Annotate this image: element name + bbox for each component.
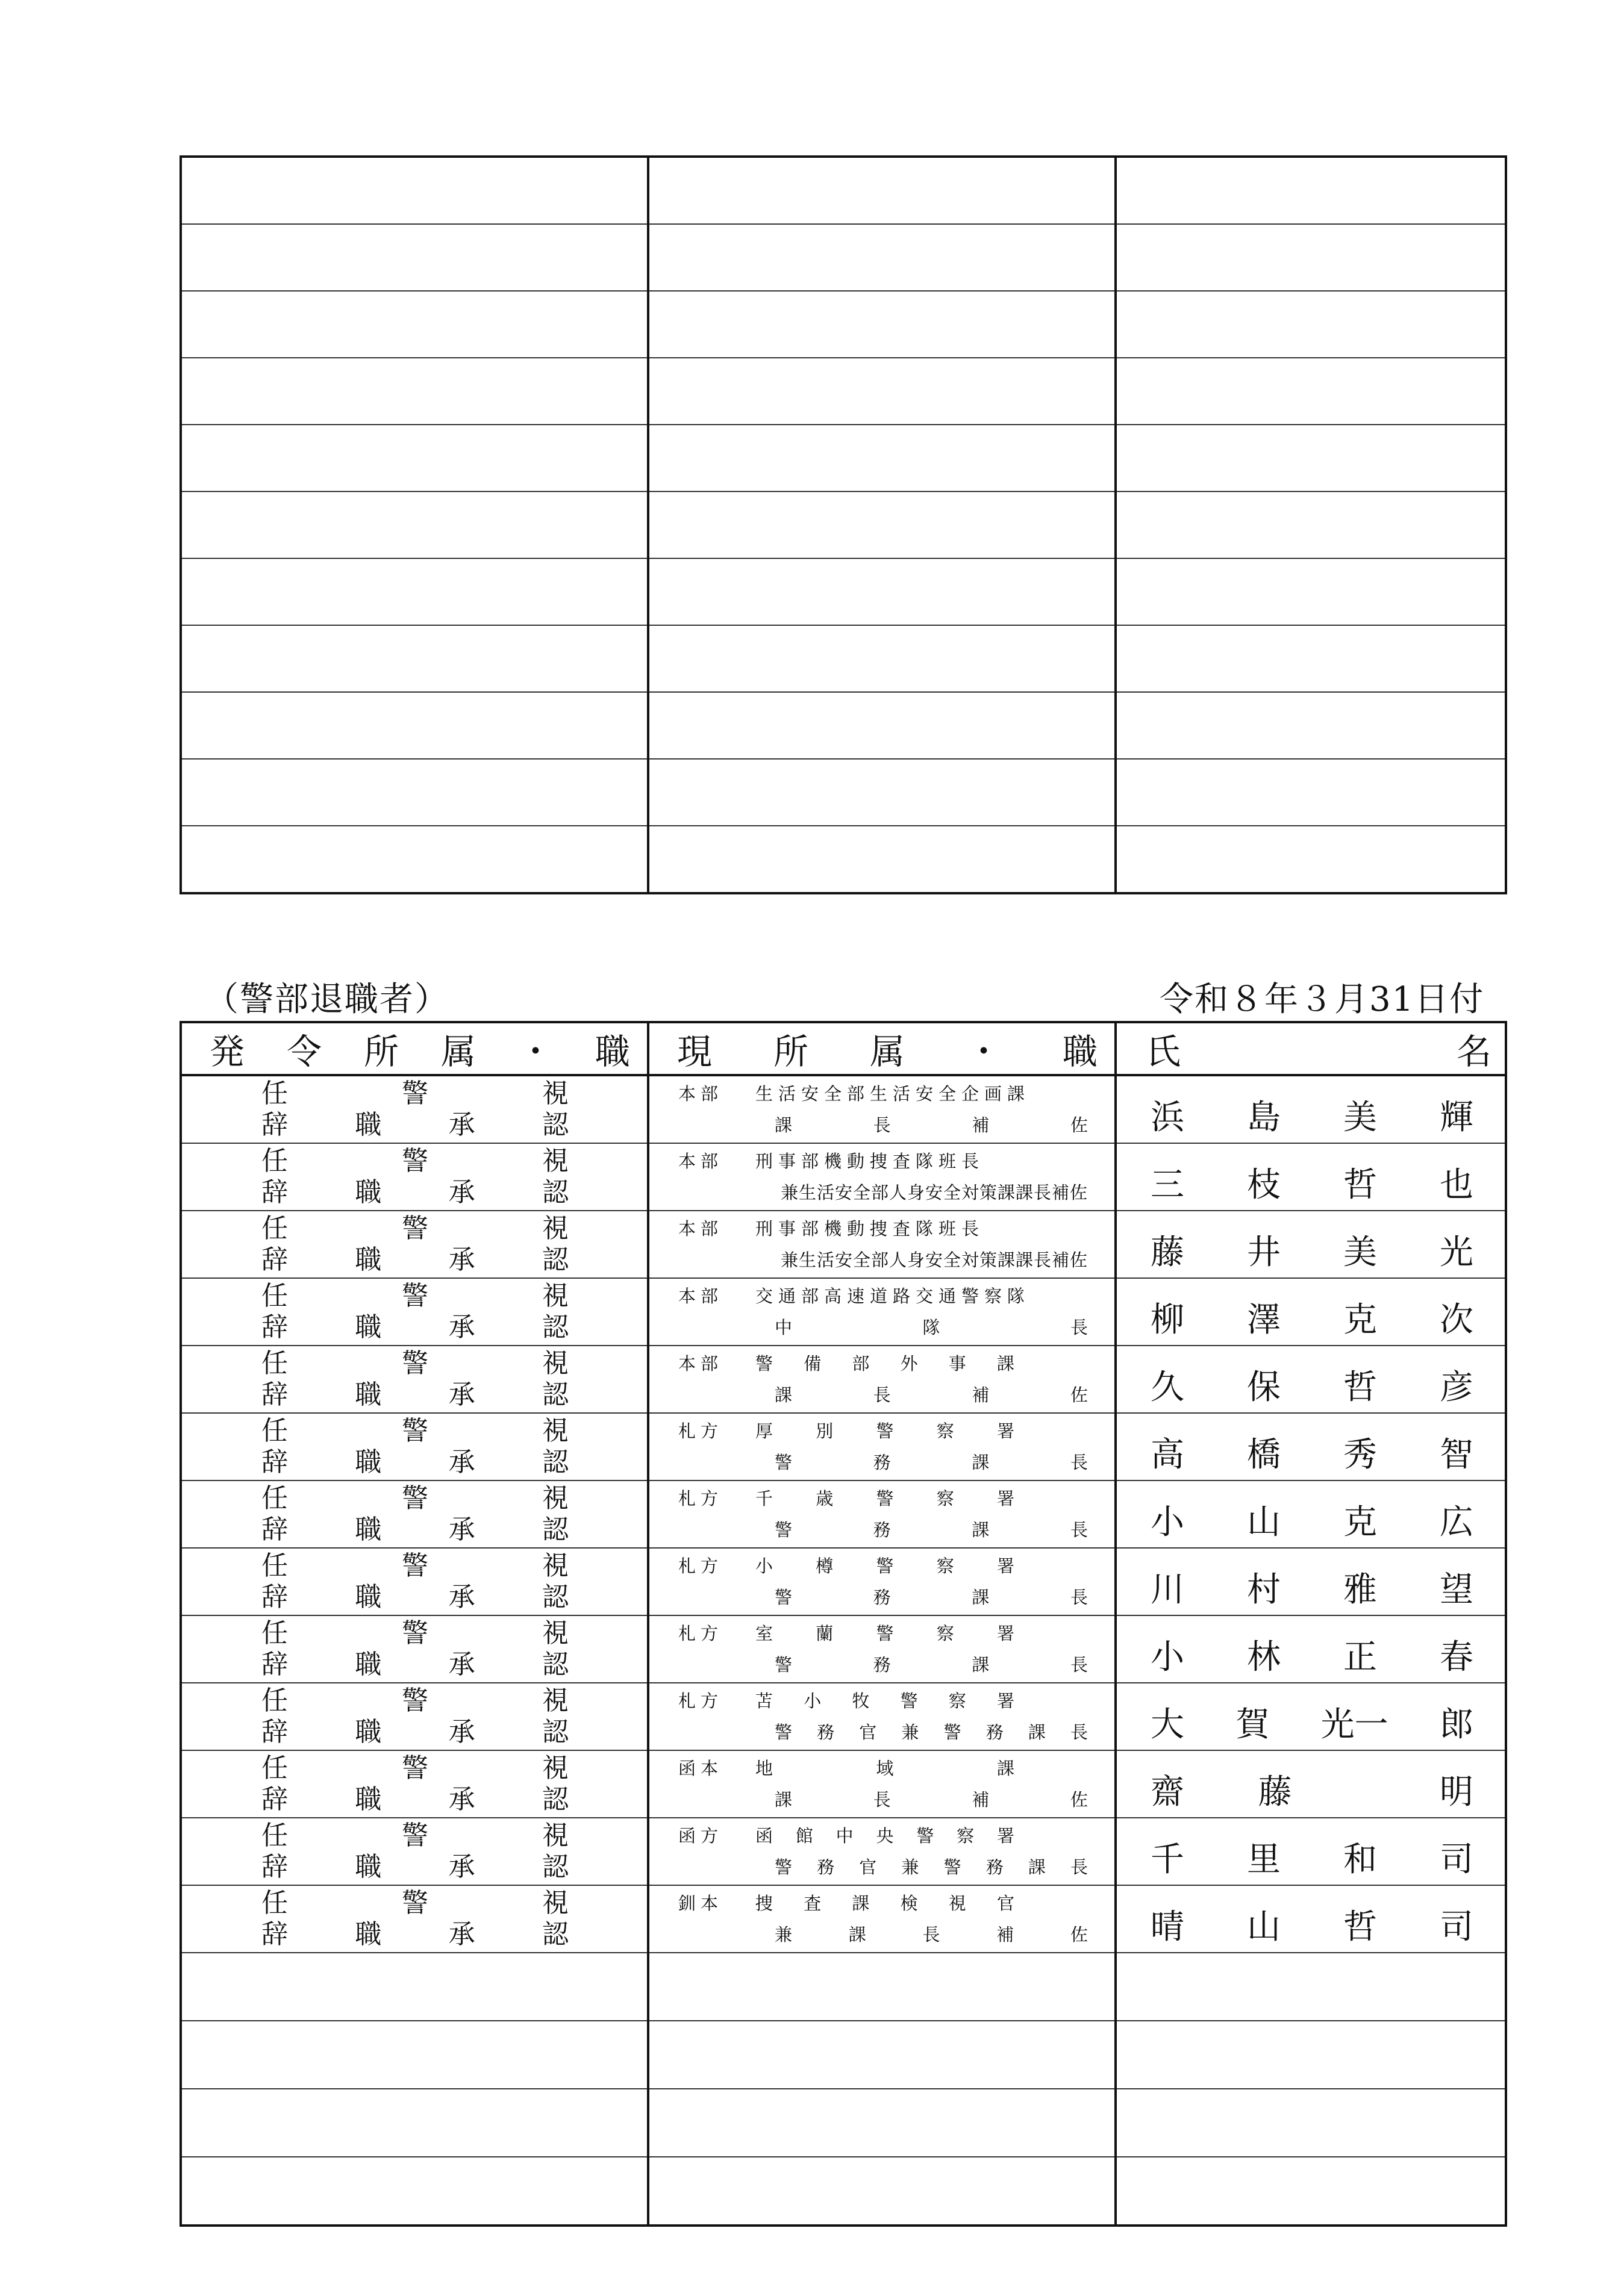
name-cell bbox=[1116, 1750, 1506, 1818]
post-title: 捜 査 課 検 視 官 bbox=[755, 1893, 1014, 1914]
table-row bbox=[181, 1143, 1506, 1211]
order-cell: 任 警 視 辞 職 承 認 bbox=[181, 1075, 648, 1143]
post-title: 交通部高速道路交通警察隊 bbox=[755, 1286, 1031, 1306]
empty-cell bbox=[648, 2089, 1116, 2157]
empty-row bbox=[181, 692, 1506, 759]
empty-cell bbox=[648, 157, 1116, 224]
org-code: 釧本 bbox=[678, 1893, 723, 1914]
empty-cell bbox=[648, 2021, 1116, 2089]
org-code: 本部 bbox=[678, 1151, 723, 1171]
post-title: 函 館 中 央 警 察 署 bbox=[755, 1826, 1014, 1846]
person-name: 小 林 正 春 bbox=[1151, 1638, 1473, 1677]
current-post-cell bbox=[648, 1615, 1116, 1683]
post-subtitle: 警 務 課 長 bbox=[775, 1587, 1088, 1608]
header-current: 現 所 属 ・ 職 bbox=[648, 1022, 1116, 1075]
empty-row bbox=[181, 2021, 1506, 2089]
post-subtitle: 兼生活安全部人身安全対策課課長補佐 bbox=[780, 1250, 1088, 1270]
empty-row bbox=[181, 558, 1506, 625]
empty-row bbox=[181, 491, 1506, 558]
empty-row bbox=[181, 291, 1506, 358]
table-row bbox=[181, 1683, 1506, 1750]
section-date: 令和８年３月31日付 bbox=[1160, 980, 1485, 1019]
current-post-cell bbox=[648, 1480, 1116, 1548]
empty-row bbox=[181, 224, 1506, 291]
empty-cell bbox=[181, 692, 648, 759]
post-subtitle: 警 務 課 長 bbox=[775, 1452, 1088, 1473]
section-title: （警部退職者） bbox=[205, 980, 449, 1019]
order-cell: 任 警 視 辞 職 承 認 bbox=[181, 1143, 648, 1211]
empty-cell bbox=[648, 291, 1116, 358]
post-subtitle: 警 務 官 兼 警 務 課 長 bbox=[775, 1857, 1088, 1877]
name-cell bbox=[1116, 1818, 1506, 1885]
empty-cell bbox=[648, 1953, 1116, 2021]
retirees-table bbox=[180, 1021, 1507, 2227]
name-cell bbox=[1116, 1143, 1506, 1211]
order-cell: 任 警 視 辞 職 承 認 bbox=[181, 1548, 648, 1615]
empty-cell bbox=[181, 491, 648, 558]
empty-cell bbox=[181, 358, 648, 425]
empty-cell bbox=[181, 2157, 648, 2226]
person-name: 小 山 克 広 bbox=[1151, 1503, 1473, 1542]
current-post-cell bbox=[648, 1143, 1116, 1211]
post-title: 室 蘭 警 察 署 bbox=[755, 1623, 1014, 1644]
empty-row bbox=[181, 625, 1506, 692]
name-cell bbox=[1116, 1683, 1506, 1750]
post-subtitle: 警 務 課 長 bbox=[775, 1520, 1088, 1540]
empty-cell bbox=[181, 2089, 648, 2157]
empty-cell bbox=[648, 759, 1116, 826]
name-cell bbox=[1116, 1211, 1506, 1278]
org-code: 札方 bbox=[678, 1421, 723, 1441]
org-code: 函方 bbox=[678, 1826, 723, 1846]
post-subtitle: 兼生活安全部人身安全対策課課長補佐 bbox=[780, 1182, 1088, 1203]
current-post-cell bbox=[648, 1818, 1116, 1885]
empty-cell bbox=[1116, 826, 1506, 893]
post-title: 刑事部機動捜査隊班長 bbox=[755, 1151, 985, 1171]
post-subtitle: 警 務 課 長 bbox=[775, 1655, 1088, 1675]
post-subtitle: 兼 課 長 補 佐 bbox=[775, 1924, 1088, 1945]
empty-cell bbox=[1116, 224, 1506, 291]
table-row bbox=[181, 1075, 1506, 1143]
order-cell: 任 警 視 辞 職 承 認 bbox=[181, 1683, 648, 1750]
person-name: 川 村 雅 望 bbox=[1151, 1570, 1473, 1609]
empty-row bbox=[181, 2089, 1506, 2157]
name-cell bbox=[1116, 1413, 1506, 1480]
table-row bbox=[181, 1480, 1506, 1548]
empty-cell bbox=[648, 625, 1116, 692]
empty-cell bbox=[648, 826, 1116, 893]
person-name: 千 里 和 司 bbox=[1151, 1840, 1473, 1879]
person-name: 柳 澤 克 次 bbox=[1151, 1300, 1473, 1340]
empty-row bbox=[181, 826, 1506, 893]
person-name: 齋 藤 明 bbox=[1151, 1773, 1473, 1812]
post-subtitle: 課 長 補 佐 bbox=[775, 1789, 1088, 1810]
org-code: 札方 bbox=[678, 1691, 723, 1711]
empty-cell bbox=[1116, 358, 1506, 425]
name-cell bbox=[1116, 1480, 1506, 1548]
name-cell bbox=[1116, 1615, 1506, 1683]
current-post-cell bbox=[648, 1683, 1116, 1750]
empty-cell bbox=[1116, 558, 1506, 625]
empty-cell bbox=[648, 358, 1116, 425]
empty-cell bbox=[648, 491, 1116, 558]
name-cell bbox=[1116, 1885, 1506, 1953]
current-post-cell bbox=[648, 1885, 1116, 1953]
org-code: 札方 bbox=[678, 1623, 723, 1644]
person-name: 大 賀 光一 郎 bbox=[1151, 1705, 1473, 1744]
name-cell bbox=[1116, 1346, 1506, 1413]
table-header-row bbox=[181, 1022, 1506, 1075]
post-title: 厚 別 警 察 署 bbox=[755, 1421, 1014, 1441]
empty-cell bbox=[1116, 2089, 1506, 2157]
empty-cell bbox=[648, 425, 1116, 491]
empty-cell bbox=[648, 692, 1116, 759]
empty-cell bbox=[1116, 759, 1506, 826]
order-cell: 任 警 視 辞 職 承 認 bbox=[181, 1818, 648, 1885]
table-row bbox=[181, 1211, 1506, 1278]
post-title: 千 歳 警 察 署 bbox=[755, 1488, 1014, 1509]
empty-cell bbox=[648, 2157, 1116, 2226]
org-code: 本部 bbox=[678, 1218, 723, 1239]
empty-cell bbox=[1116, 291, 1506, 358]
empty-cell bbox=[648, 224, 1116, 291]
person-name: 晴 山 哲 司 bbox=[1151, 1908, 1473, 1947]
post-title: 刑事部機動捜査隊班長 bbox=[755, 1218, 985, 1239]
empty-row bbox=[181, 358, 1506, 425]
person-name: 久 保 哲 彦 bbox=[1151, 1368, 1473, 1407]
order-cell: 任 警 視 辞 職 承 認 bbox=[181, 1413, 648, 1480]
person-name: 三 枝 哲 也 bbox=[1151, 1165, 1473, 1205]
header-order: 発 令 所 属 ・ 職 bbox=[181, 1022, 648, 1075]
table-row bbox=[181, 1750, 1506, 1818]
empty-cell bbox=[1116, 2157, 1506, 2226]
order-cell: 任 警 視 辞 職 承 認 bbox=[181, 1278, 648, 1346]
header-name: 氏 名 bbox=[1116, 1022, 1506, 1075]
post-title: 生活安全部生活安全企画課 bbox=[755, 1084, 1031, 1104]
current-post-cell bbox=[648, 1750, 1116, 1818]
empty-cell bbox=[181, 625, 648, 692]
org-code: 札方 bbox=[678, 1488, 723, 1509]
org-code: 札方 bbox=[678, 1556, 723, 1576]
empty-cell bbox=[181, 826, 648, 893]
current-post-cell bbox=[648, 1278, 1116, 1346]
post-subtitle: 警 務 官 兼 警 務 課 長 bbox=[775, 1722, 1088, 1742]
name-cell bbox=[1116, 1548, 1506, 1615]
top-empty-table bbox=[180, 155, 1507, 894]
table-row bbox=[181, 1885, 1506, 1953]
empty-cell bbox=[1116, 1953, 1506, 2021]
empty-row bbox=[181, 1953, 1506, 2021]
table-row bbox=[181, 1548, 1506, 1615]
post-subtitle: 課 長 補 佐 bbox=[775, 1385, 1088, 1405]
current-post-cell bbox=[648, 1211, 1116, 1278]
post-subtitle: 課 長 補 佐 bbox=[775, 1115, 1088, 1135]
empty-cell bbox=[181, 291, 648, 358]
empty-row bbox=[181, 2157, 1506, 2226]
name-cell bbox=[1116, 1278, 1506, 1346]
empty-cell bbox=[181, 224, 648, 291]
order-cell: 任 警 視 辞 職 承 認 bbox=[181, 1615, 648, 1683]
current-post-cell bbox=[648, 1346, 1116, 1413]
empty-cell bbox=[181, 759, 648, 826]
org-code: 本部 bbox=[678, 1286, 723, 1306]
post-subtitle: 中 隊 長 bbox=[775, 1317, 1088, 1338]
table-row bbox=[181, 1278, 1506, 1346]
current-post-cell bbox=[648, 1413, 1116, 1480]
order-cell: 任 警 視 辞 職 承 認 bbox=[181, 1346, 648, 1413]
person-name: 藤 井 美 光 bbox=[1151, 1233, 1473, 1272]
table-row bbox=[181, 1818, 1506, 1885]
person-name: 高 橋 秀 智 bbox=[1151, 1435, 1473, 1474]
post-title: 地 域 課 bbox=[755, 1758, 1014, 1779]
empty-cell bbox=[1116, 625, 1506, 692]
empty-cell bbox=[1116, 692, 1506, 759]
empty-cell bbox=[1116, 2021, 1506, 2089]
empty-cell bbox=[1116, 425, 1506, 491]
org-code: 函本 bbox=[678, 1758, 723, 1779]
person-name: 浜 島 美 輝 bbox=[1151, 1098, 1473, 1137]
order-cell: 任 警 視 辞 職 承 認 bbox=[181, 1211, 648, 1278]
empty-cell bbox=[648, 558, 1116, 625]
org-code: 本部 bbox=[678, 1353, 723, 1374]
empty-cell bbox=[181, 1953, 648, 2021]
empty-cell bbox=[181, 157, 648, 224]
empty-cell bbox=[1116, 491, 1506, 558]
order-cell: 任 警 視 辞 職 承 認 bbox=[181, 1885, 648, 1953]
post-title: 小 樽 警 察 署 bbox=[755, 1556, 1014, 1576]
post-title: 警 備 部 外 事 課 bbox=[755, 1353, 1014, 1374]
table-row bbox=[181, 1413, 1506, 1480]
current-post-cell bbox=[648, 1075, 1116, 1143]
empty-row bbox=[181, 759, 1506, 826]
order-cell: 任 警 視 辞 職 承 認 bbox=[181, 1750, 648, 1818]
empty-cell bbox=[181, 425, 648, 491]
org-code: 本部 bbox=[678, 1084, 723, 1104]
empty-row bbox=[181, 425, 1506, 491]
empty-cell bbox=[181, 2021, 648, 2089]
post-title: 苫 小 牧 警 察 署 bbox=[755, 1691, 1014, 1711]
order-cell: 任 警 視 辞 職 承 認 bbox=[181, 1480, 648, 1548]
table-row bbox=[181, 1615, 1506, 1683]
table-row bbox=[181, 1346, 1506, 1413]
name-cell bbox=[1116, 1075, 1506, 1143]
empty-row bbox=[181, 157, 1506, 224]
empty-cell bbox=[1116, 157, 1506, 224]
current-post-cell bbox=[648, 1548, 1116, 1615]
empty-cell bbox=[181, 558, 648, 625]
